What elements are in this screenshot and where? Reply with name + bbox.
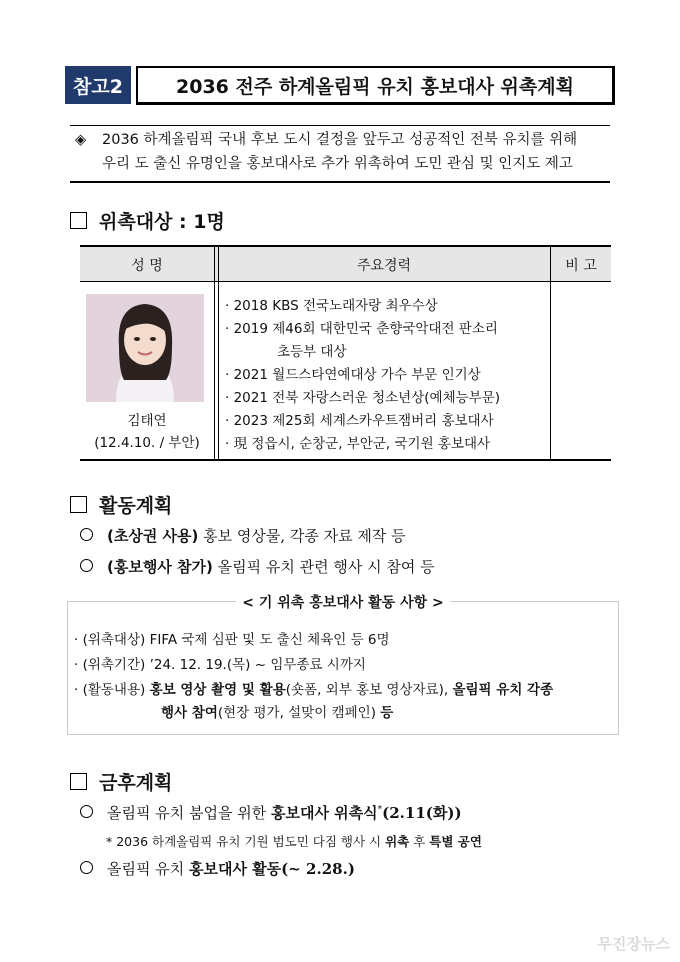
header-remark: 비 고 xyxy=(565,258,597,274)
circle-bullet-icon xyxy=(80,528,93,541)
previous-line: · (위촉대상) FIFA 국제 심판 및 도 출신 체육인 등 6명 xyxy=(74,632,390,648)
career-item: · 2018 KBS 전국노래자랑 최우수상 xyxy=(225,298,438,314)
document-title: 2036 전주 하계올림픽 유치 홍보대사 위촉계획 xyxy=(136,66,615,105)
table-divider xyxy=(550,247,551,459)
square-bullet-icon xyxy=(70,773,87,790)
table-divider xyxy=(214,247,219,459)
person-info: (12.4.10. / 부안) xyxy=(94,435,200,451)
future-note: * 2036 하계올림픽 유치 기원 범도민 다짐 행사 시 위촉 후 특별 공연 xyxy=(106,834,482,849)
career-item: · 2023 제25회 세계스카우트잼버리 홍보대사 xyxy=(225,413,494,429)
person-name: 김태연 xyxy=(127,413,167,429)
circle-bullet-icon xyxy=(80,559,93,572)
previous-ambassadors-box xyxy=(67,595,619,735)
summary-line-1: 2036 하계올림픽 국내 후보 도시 결정을 앞두고 성공적인 전북 유치를 위해 xyxy=(102,132,578,148)
watermark-logo: 무진장뉴스 xyxy=(597,935,670,953)
square-bullet-icon xyxy=(70,496,87,513)
square-bullet-icon xyxy=(70,212,87,229)
career-item: 초등부 대상 xyxy=(277,344,347,360)
section-target-heading xyxy=(70,207,225,234)
section-activity-heading xyxy=(70,491,172,518)
reference-badge: 참고2 xyxy=(65,66,131,104)
future-item: 올림픽 유치 홍보대사 활동(~ 2.28.) xyxy=(80,858,355,879)
summary-line-2: 우리 도 출신 유명인을 홍보대사로 추가 위촉하여 도민 관심 및 인지도 제고 xyxy=(102,156,573,172)
previous-box-title: < 기 위촉 홍보대사 활동 사항 > xyxy=(68,592,618,612)
circle-bullet-icon xyxy=(80,805,93,818)
section-target-title: 위촉대상 : 1명 xyxy=(99,211,225,233)
circle-bullet-icon xyxy=(80,861,93,874)
target-table xyxy=(80,245,611,461)
section-future-title: 금후계획 xyxy=(99,772,173,794)
summary-box xyxy=(70,125,610,183)
person-photo xyxy=(86,294,204,402)
future-item: 올림픽 유치 붐업을 위한 홍보대사 위촉식*(2.11(화)) xyxy=(80,802,462,823)
section-future-heading xyxy=(70,768,172,795)
header-name: 성 명 xyxy=(131,258,163,274)
activity-item: (초상권 사용) 홍보 영상물, 각종 자료 제작 등 xyxy=(80,525,406,546)
previous-line: 행사 참여(현장 평가, 설맞이 캠페인) 등 xyxy=(161,705,394,721)
section-activity-title: 활동계획 xyxy=(99,495,173,517)
previous-line: · (위촉기간) ’24. 12. 19.(목) ~ 임무종료 시까지 xyxy=(74,657,366,673)
previous-line: · (활동내용) 홍보 영상 촬영 및 활용(숏폼, 외부 홍보 영상자료), 올림픽 유치 각종 xyxy=(74,682,554,698)
career-item: · 2021 월드스타연예대상 가수 부문 인기상 xyxy=(225,367,481,383)
career-item: · 2019 제46회 대한민국 춘향국악대전 판소리 xyxy=(225,321,498,337)
activity-item: (홍보행사 참가) 올림픽 유치 관련 행사 시 참여 등 xyxy=(80,556,435,577)
career-item: · 2021 전북 자랑스러운 청소년상(예체능부문) xyxy=(225,390,501,406)
header-career: 주요경력 xyxy=(356,258,412,274)
diamond-bullet-icon: ◈ xyxy=(75,132,87,148)
career-item: · 現 정읍시, 순창군, 부안군, 국기원 홍보대사 xyxy=(225,436,491,452)
